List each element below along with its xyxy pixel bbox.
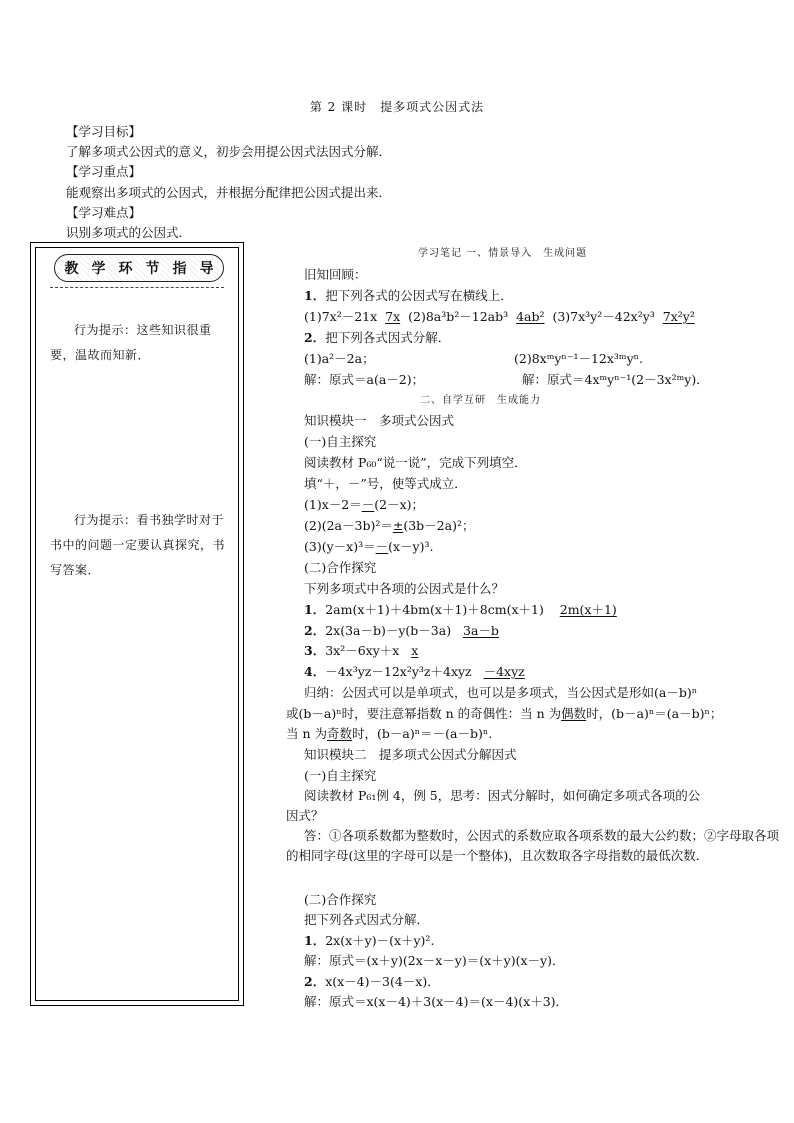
fill-expr: (2)(2a－3b)²＝ (304, 518, 393, 533)
reading-instruction-2-cont: 因式？ (286, 808, 324, 823)
q2-item-1: (1)a²－2a； (304, 351, 375, 366)
item-number: 2． (304, 974, 326, 989)
coop-label-2: (二)合作探究 (304, 892, 377, 907)
fill-expr: (1)x－2＝ (304, 497, 362, 512)
summary-line-3 (286, 724, 492, 742)
item-answer: 3a－b (463, 623, 499, 638)
question-number: 2． (304, 330, 326, 345)
fill-expr: (2－x)； (374, 497, 424, 512)
answer-paragraph: 答：①各项系数都为整数时，公因式的系数应取各项系数的最大公约数；②字母取各项的相同字母(这里的字母可以是一个整体)，且次数取各字母指数的最低次数． (286, 828, 780, 863)
common-factor-item (304, 600, 617, 618)
item-expr: 2am(x＋1)＋4bm(x＋1)＋8cm(x＋1) (325, 602, 544, 617)
summary-line-1: 归纳：公因式可以是单项式，也可以是多项式，当公因式是形如(a－b)ⁿ (304, 685, 698, 700)
question-text: 把下列各式的公因式写在横线上． (325, 288, 513, 303)
goal-text: 了解多项式公因式的意义，初步会用提公因式法因式分解． (66, 144, 392, 159)
banner-char: 导 (197, 259, 216, 278)
notes-section-heading: 学习笔记 一、情景导入 生成问题 (418, 248, 588, 259)
banner-char: 节 (143, 259, 162, 278)
sidebar-tip-2: 行为提示：看书独学时对于书中的问题一定要认真探究，书写答案． (50, 513, 226, 577)
factor-prompt: 把下列各式因式分解． (304, 912, 430, 927)
item-expr: x(x－4)－3(4－x)． (325, 974, 440, 989)
fill-item-2 (304, 516, 474, 534)
common-factor-item (304, 662, 525, 680)
goal-label: 【学习目标】 (66, 124, 142, 139)
factor-item-1 (304, 931, 434, 949)
item-answer: x (411, 643, 419, 658)
coop-label: (二)合作探究 (304, 560, 377, 575)
reading-instruction-1: 阅读教材 P₆₀“说一说”，完成下列填空． (304, 455, 527, 470)
key-text: 能观察出多项式的公因式，并根据分配律把公因式提出来． (66, 185, 392, 200)
q2-solution-2: 解：原式＝4xᵐyⁿ⁻¹(2－3x²ᵐy)． (522, 372, 709, 387)
review-label: 旧知回顾： (304, 267, 367, 282)
item-number: 1． (304, 933, 326, 948)
self-explore-label-2: (一)自主探究 (304, 768, 377, 783)
q1-answer-2: 4ab² (516, 309, 545, 324)
fill-answer: ± (392, 518, 404, 533)
banner-char: 环 (116, 259, 135, 278)
q1-expr-3: (3)7x³y²－42x²y³ (552, 309, 655, 324)
banner-char: 教 (62, 259, 81, 278)
reading-instruction-2: 阅读教材 P₆₁例 4，例 5，思考：因式分解时，如何确定多项式各项的公 (304, 788, 701, 803)
summary-text: 时，(b－a)ⁿ＝(a－b)ⁿ； (586, 706, 723, 721)
item-answer: 2m(x＋1) (559, 602, 617, 617)
q2-item-2: (2)8xᵐyⁿ⁻¹－12x³ᵐyⁿ. (514, 351, 644, 366)
question-1-items (304, 307, 695, 325)
sidebar-tip-1: 行为提示：这些知识很重要，温故而知新． (50, 323, 212, 362)
summary-text: 当 n 为 (286, 726, 327, 741)
item-answer: －4xyz (483, 664, 525, 679)
question-2 (304, 328, 450, 346)
fill-expr: (3b－2a)²； (403, 518, 475, 533)
summary-answer: 偶数 (561, 706, 587, 721)
q1-answer-1: 7x (385, 309, 401, 324)
fill-item-1 (304, 495, 424, 513)
difficulty-label: 【学习难点】 (66, 205, 142, 220)
module-1-title: 知识模块一 多项式公因式 (304, 413, 455, 428)
sidebar-inner-frame (35, 247, 239, 1001)
item-expr: 2x(3a－b)－y(b－3a) (325, 623, 452, 638)
self-explore-label: (一)自主探究 (304, 434, 377, 449)
banner-char: 指 (170, 259, 189, 278)
page-title: 第 2 课时 提多项式公因式法 (309, 100, 485, 114)
fill-item-3 (304, 537, 433, 555)
question-number: 1． (304, 288, 326, 303)
common-factor-item (304, 641, 418, 659)
factor-item-2 (304, 972, 440, 990)
sidebar-banner (54, 254, 224, 282)
summary-answer: 奇数 (327, 726, 353, 741)
item-expr: 3x²－6xy＋x (325, 643, 400, 658)
item-number: 2． (304, 623, 326, 638)
question-text: 把下列各式因式分解． (325, 330, 451, 345)
banner-divider (50, 287, 224, 288)
item-number: 3． (304, 643, 326, 658)
banner-char: 学 (89, 259, 108, 278)
difficulty-text: 识别多项式的公因式． (66, 225, 192, 240)
item-expr: 2x(x＋y)－(x＋y)². (325, 933, 435, 948)
key-label: 【学习重点】 (66, 164, 142, 179)
common-factor-item (304, 621, 499, 639)
factor-solution-1: 解：原式＝(x＋y)(2x－x－y)＝(x＋y)(x－y)． (304, 953, 565, 968)
q1-answer-3: 7x²y² (662, 309, 695, 324)
question-1 (304, 286, 513, 304)
fill-answer: － (361, 497, 375, 512)
q2-solution-1: 解：原式＝a(a－2)； (304, 372, 425, 387)
factor-solution-2: 解：原式＝x(x－4)＋3(x－4)＝(x－4)(x＋3)． (304, 994, 569, 1009)
q1-expr-2: (2)8a³b²－12ab³ (408, 309, 509, 324)
fill-expr: (x－y)³. (388, 539, 434, 554)
fill-answer: － (375, 539, 389, 554)
sidebar-box (30, 242, 244, 1006)
item-number: 1． (304, 602, 326, 617)
module-2-title: 知识模块二 提多项式公因式分解因式 (304, 747, 517, 762)
fill-expr: (3)(y－x)³＝ (304, 539, 376, 554)
section-2-heading: 二、自学互研 生成能力 (420, 395, 541, 406)
fill-prompt: 填“＋，－”号，使等式成立． (304, 476, 467, 491)
summary-text: 时，(b－a)ⁿ＝－(a－b)ⁿ. (352, 726, 493, 741)
summary-line-2 (286, 704, 722, 722)
summary-text: 或(b－a)ⁿ时，要注意幂指数 n 的奇偶性：当 n 为 (286, 706, 562, 721)
q1-expr-1: (1)7x²－21x (304, 309, 378, 324)
item-number: 4． (304, 664, 326, 679)
item-expr: －4x³yz－12x²y³z＋4xyz (325, 664, 472, 679)
common-factor-question: 下列多项式中各项的公因式是什么？ (304, 581, 505, 596)
